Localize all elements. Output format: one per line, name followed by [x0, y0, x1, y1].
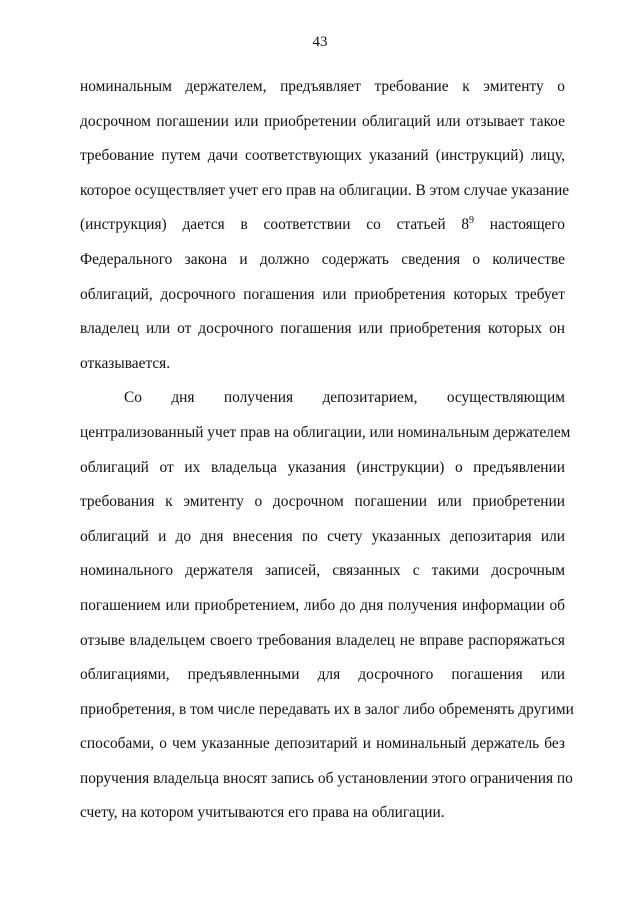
text-line: способами, о чем указанные депозитарий и номинальный держатель без — [80, 735, 565, 753]
text-line: Федерального закона и должно содержать сведения о количестве — [80, 250, 565, 268]
text-line: Со дня получения депозитарием, осуществляющим — [124, 389, 565, 407]
text-line: досрочном погашении или приобретении облигаций или отзывает такое — [80, 112, 565, 130]
text-fragment: (инструкция) дается в соответствии со статьей 8 — [80, 216, 470, 234]
text-line: требование путем дачи соответствующих указаний (инструкций) лицу, — [80, 147, 565, 165]
paragraph-2 — [80, 381, 574, 831]
text-line: счету, на котором учитываются его права на облигации. — [80, 804, 445, 822]
text-line: поручения владельца вносят запись об установлении этого ограничения по — [80, 769, 573, 787]
text-line: централизованный учет прав на облигации, или номинальным держателем — [80, 423, 571, 441]
text-fragment: настоящего — [474, 216, 566, 234]
text-line: облигаций, досрочного погашения или приобретения которых требует — [80, 285, 565, 303]
text-line: которое осуществляет учет его прав на облигации. В этом случае указание — [80, 181, 570, 199]
text-line: требования к эмитенту о досрочном погашении или приобретении — [80, 493, 565, 511]
page-number: 43 — [312, 34, 328, 50]
text-line: облигациями, предъявленными для досрочного погашения или — [80, 666, 565, 684]
text-line-with-superscript — [80, 208, 565, 243]
text-line: номинального держателя записей, связанных с такими досрочным — [80, 562, 565, 580]
document-body — [80, 70, 574, 831]
text-line: отзыве владельцем своего требования владелец не вправе распоряжаться — [80, 631, 565, 649]
text-line: облигаций от их владельца указания (инструкции) о предъявлении — [80, 458, 565, 476]
paragraph-1 — [80, 70, 570, 381]
text-line: приобретения, в том числе передавать их в залог либо обременять другими — [80, 700, 574, 718]
text-line: облигаций и до дня внесения по счету указанных депозитария или — [80, 527, 565, 545]
text-line: владелец или от досрочного погашения или приобретения которых он — [80, 320, 565, 338]
text-line: погашением или приобретением, либо до дня получения информации об — [80, 596, 565, 614]
text-line: отказывается. — [80, 354, 171, 372]
article-superscript: 9 — [469, 215, 475, 227]
text-line: номинальным держателем, предъявляет требование к эмитенту о — [80, 78, 565, 95]
